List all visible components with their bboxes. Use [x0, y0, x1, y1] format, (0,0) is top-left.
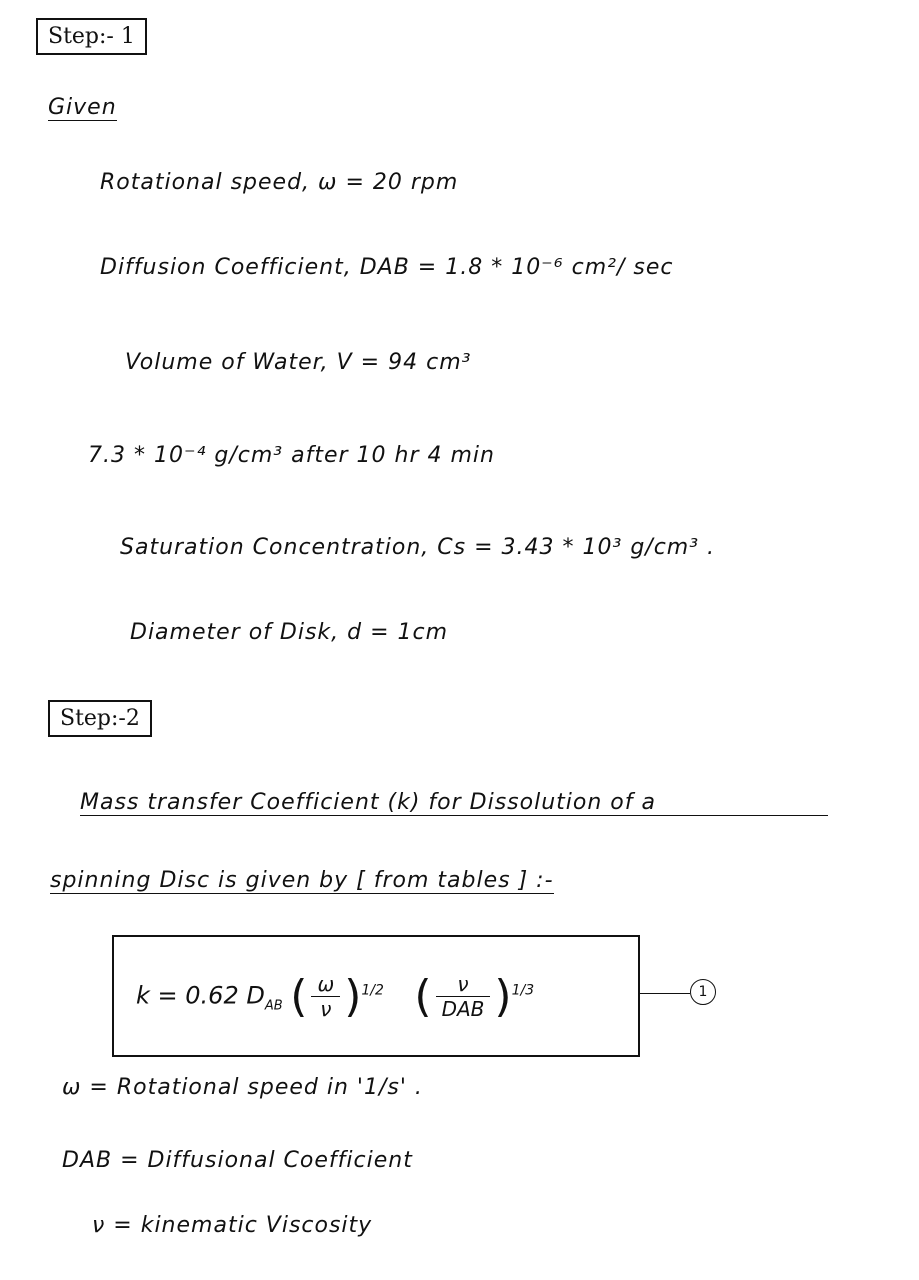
equation-number-leader — [640, 993, 690, 994]
given-line-concentration-after-time: 7.3 * 10⁻⁴ g/cm³ after 10 hr 4 min — [88, 443, 495, 468]
definition-omega: ω = Rotational speed in '1/s' . — [62, 1075, 423, 1100]
step2-label: Step:-2 — [48, 700, 152, 737]
mass-transfer-formula-box — [112, 935, 640, 1057]
given-line-volume-water: Volume of Water, V = 94 cm³ — [125, 350, 472, 375]
given-line-diffusion-coefficient: Diffusion Coefficient, DAB = 1.8 * 10⁻⁶ cm²/ sec — [100, 255, 674, 280]
step1-label: Step:- 1 — [36, 18, 147, 55]
given-line-disk-diameter: Diameter of Disk, d = 1cm — [130, 620, 449, 645]
step2-intro-line2: spinning Disc is given by [ from tables ] :- — [50, 868, 554, 893]
given-heading: Given — [48, 95, 117, 120]
equation-number-badge: 1 — [690, 979, 716, 1005]
mass-transfer-formula: k = 0.62 $D_{AB}$ ( $\frac{\omega}{\nu}$ )$^{1/2}$ ( $\frac{\nu}{\text{DAB}}$ )$^{1/3}$ — [136, 971, 535, 1022]
definition-nu: ν = kinematic Viscosity — [92, 1213, 373, 1238]
definition-dab: DAB = Diffusional Coefficient — [62, 1148, 413, 1173]
step2-intro-line1: Mass transfer Coefficient (k) for Dissolution of a — [80, 790, 828, 816]
given-line-saturation-concentration: Saturation Concentration, Cs = 3.43 * 10³ g/cm³ . — [120, 535, 716, 560]
given-line-rotational-speed: Rotational speed, ω = 20 rpm — [100, 170, 459, 195]
